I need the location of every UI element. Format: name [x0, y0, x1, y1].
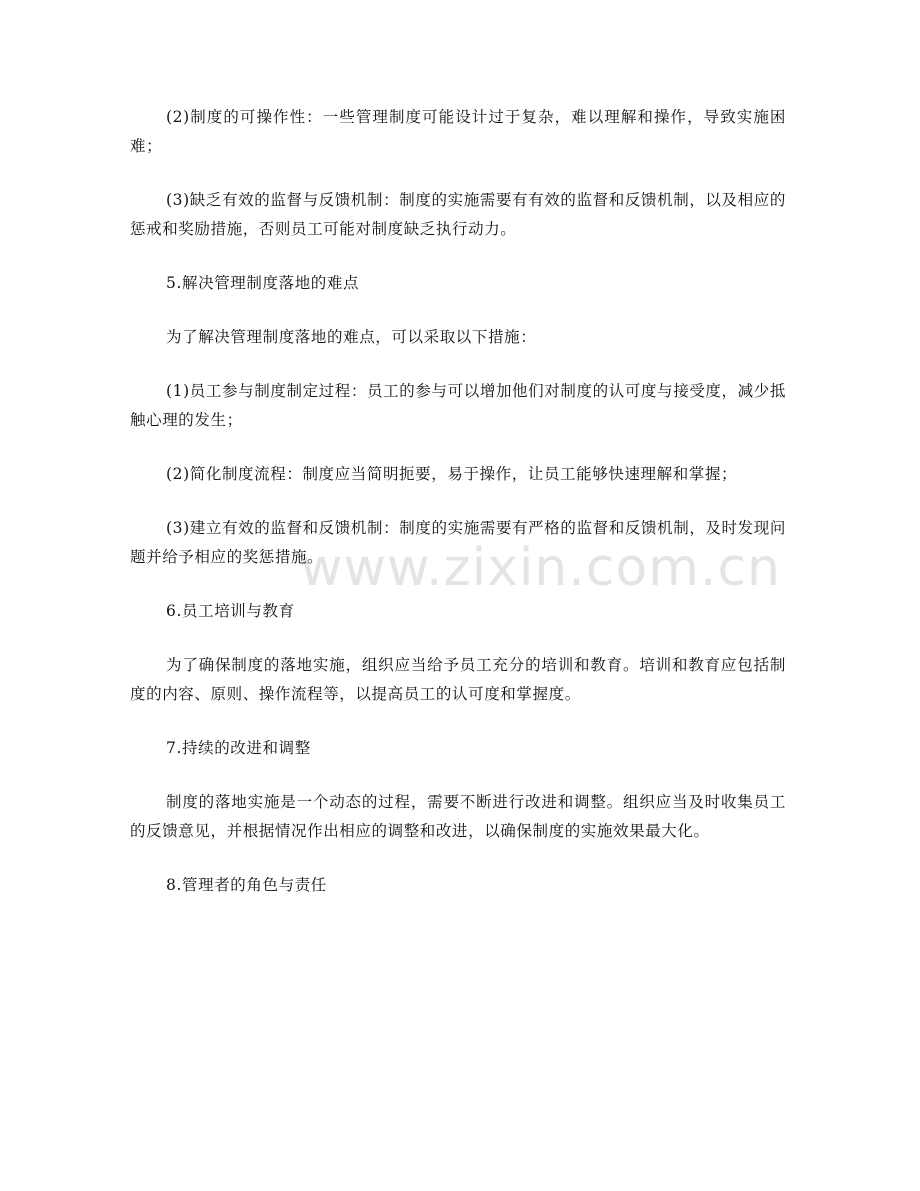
section-heading-7: 7.持续的改进和调整 [166, 739, 311, 757]
paragraph-operability: (2)制度的可操作性：一些管理制度可能设计过于复杂，难以理解和操作，导致实施困难； [130, 108, 786, 155]
paragraph-continuous-improvement: 制度的落地实施是一个动态的过程，需要不断进行改进和调整。组织应当及时收集员工的反馈意见，并根据情况作出相应的调整和改进，以确保制度的实施效果最大化。 [130, 793, 786, 840]
section-heading-6: 6.员工培训与教育 [166, 602, 295, 620]
section-heading-8: 8.管理者的角色与责任 [166, 876, 327, 894]
document-body [130, 103, 786, 925]
paragraph-supervision-lack: (3)缺乏有效的监督与反馈机制：制度的实施需要有有效的监督和反馈机制，以及相应的惩戒和奖励措施，否则员工可能对制度缺乏执行动力。 [130, 191, 786, 238]
paragraph-supervision-mechanism: (3)建立有效的监督和反馈机制：制度的实施需要有严格的监督和反馈机制，及时发现问题并给予相应的奖惩措施。 [130, 519, 786, 566]
paragraph-training: 为了确保制度的落地实施，组织应当给予员工充分的培训和教育。培训和教育应包括制度的内容、原则、操作流程等，以提高员工的认可度和掌握度。 [130, 656, 786, 703]
watermark: www.zixin.com.cn [300, 538, 781, 598]
paragraph-simplify-process: (2)简化制度流程：制度应当简明扼要，易于操作，让员工能够快速理解和掌握； [166, 465, 738, 483]
paragraph-measures-intro: 为了解决管理制度落地的难点，可以采取以下措施： [166, 328, 537, 346]
paragraph-employee-participation: (1)员工参与制度制定过程：员工的参与可以增加他们对制度的认可度与接受度，减少抵触心理的发生； [130, 382, 786, 429]
section-heading-5: 5.解决管理制度落地的难点 [166, 274, 360, 292]
